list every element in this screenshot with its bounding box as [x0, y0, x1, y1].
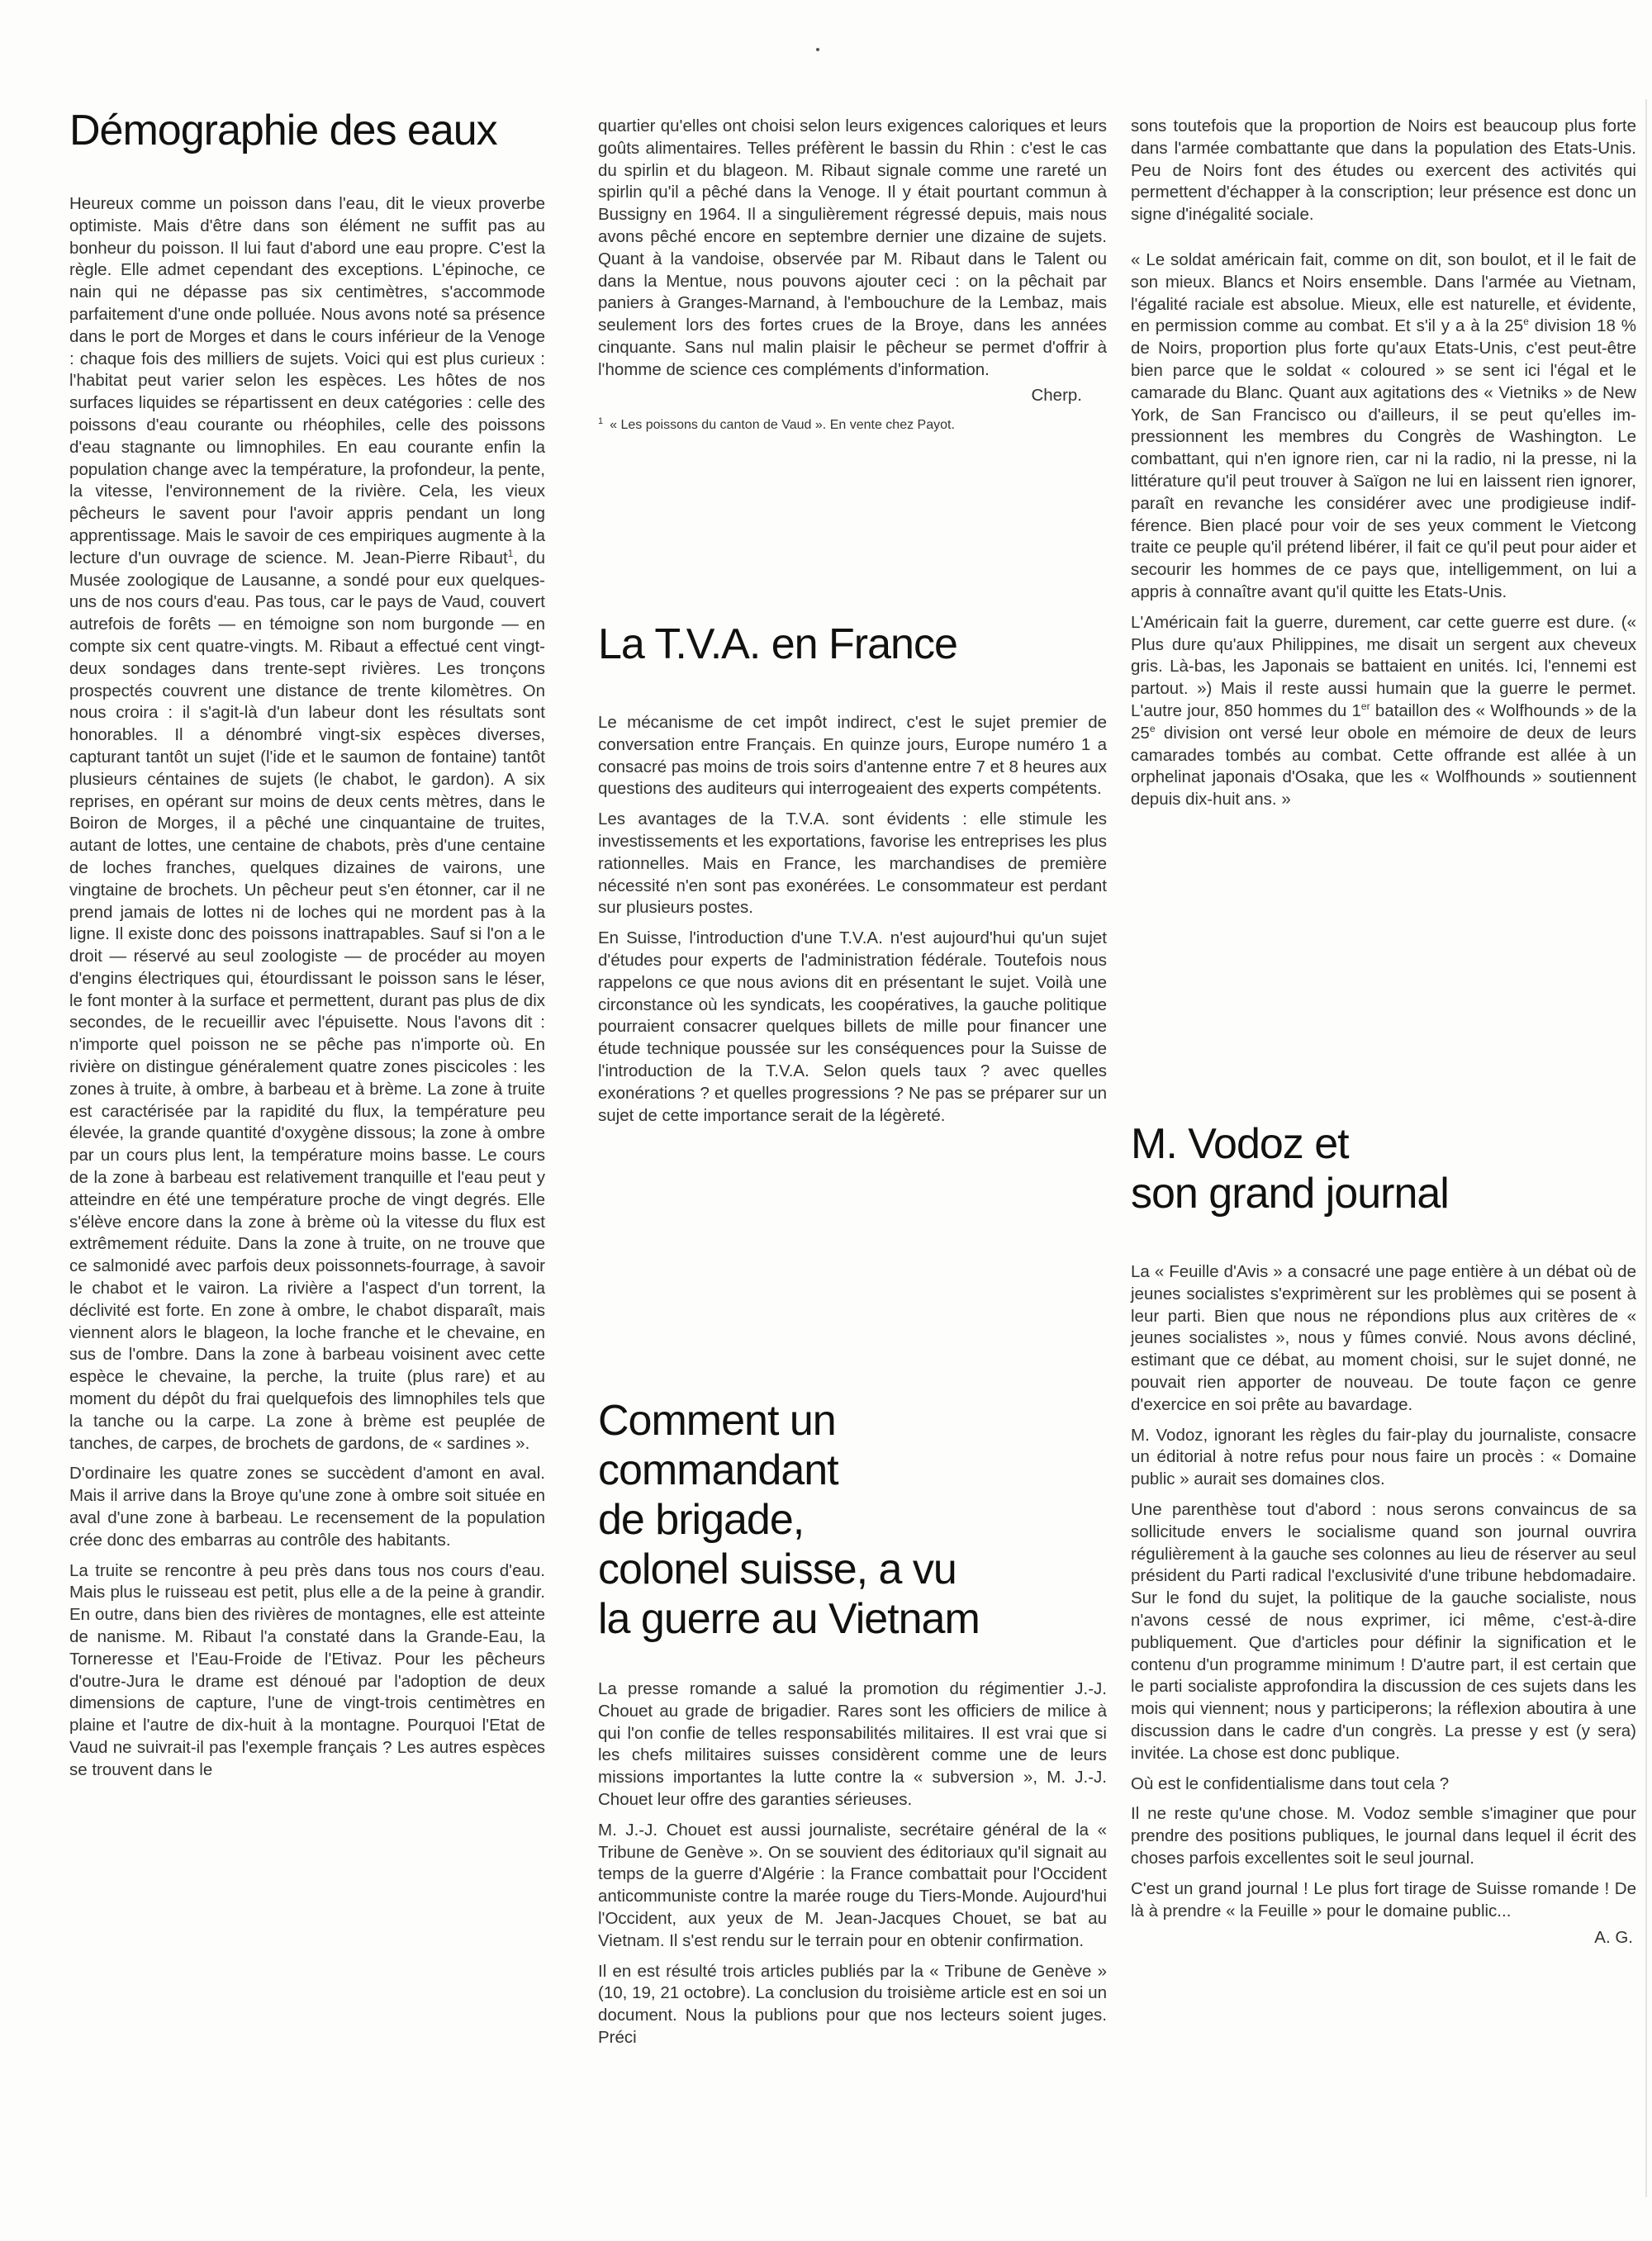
article-paragraph: D'ordinaire les quatre zones se succèdent d'amont en aval. Mais il arrive dans la Broye qu'une zone à ombre soit située en aval d'une zone à barbeau. Le recensement de la population crée donc des embarras au contrôle des habitants. — [69, 1464, 545, 1550]
paragraph-text: , du Musée zoologique de Lausanne, a sondé pour eux quelques-uns de nos cours d'eau. Pas tous, car le pays de Vaud, couvert autrefois de forêts — en témoigne son nom burgonde — en compte six cent quatre-vingts. M. Ribaut a effectué cent vingt-deux sondages dans trente-sept rivières. Les tronçons prospectés couvrent une distance de trente kilomètres. On nous croira : il s'agit-là d'un labeur dont les résultats sont honorables. Il a dénombré vingt-six espèces diverses, capturant tantôt un sujet (l'ide et le saumon de fontaine) tantôt plusieurs céntaines de sujets (le chabot, le gardon). A six reprises, en opérant sur moins de deux cents mètres, dans le Boiron de Morges, il a pêché une cinquantaine de truites, autant de lottes, une centaine de chabots, près d'une centaine de loches franches, quelques dizaines de vairons, une vingtaine de brochets. Un pêcheur peut s'en étonner, car il ne prend jamais de lottes ni de loches qui ne mordent pas à la ligne. Il existe donc des poissons inattrapables. Sauf si l'on a le droit — réservé au seul zoologiste — de procéder au moyen d'engins électriques qui, étourdissant le poisson sans le léser, le font monter à la surface et permettent, durant pas plus de dix secondes, de le recueillir avec l'épuisette. Nous l'avons dit : n'importe quel poisson ne se pêche pas n'importe où. En rivière on distingue généralement quatre zones piscicoles : les zones à truite, à ombre, à barbeau et à brème. La zone à truite est caractérisée par la rapidité du flux, la température peu élevée, la grande quantité d'oxygène dissous; la zone à ombre par un cours plus lent, la température moins basse. Le cours de la zone à barbeau est relativement tranquille et l'eau peut y atteindre en été une température proche de vingt degrés. Elle s'élève encore dans la zone à brème où la vitesse du flux est extrêmement réduite. Dans la zone à truite, on ne trouve que ce salmonidé avec parfois deux poissonnets-fourrage, à savoir le chabot et le vairon. La rivière a l'aspect d'un torrent, la déclivité est forte. En zone à ombre, le chabot disparaît, mais viennent alors le blageon, la loche franche et le chevaine, en sus de l'ombre. Dans la zone à barbeau voisinent avec cette espèce le chevaine, la perche, la truite (plus rare) et au moment du dépôt du frai quelquefois des limnophiles tels que la tanche ou la carpe. La zone à brème est peuplée de tanches, de carpes, de brochets de gardons, de « sardines ». — [69, 548, 545, 1453]
article-paragraph — [69, 193, 545, 1455]
article-paragraph: Le mécanisme de cet impôt indirect, c'est le sujet premier de conversation entre Français. En quinze jours, Europe numéro 1 a consacré pas moins de trois soirs d'antenne entre 7 et 8 heures aux questions des auditeurs qui interrogeaient des experts compétents. — [598, 713, 1107, 799]
paragraph-text: division 18 % de Noirs, proportion plus forte qu'aux Etats-Unis, c'est peut-être bien parce que le soldat « coloured » se sent ici l'égal et le camarade du Blanc. Quant aux agitations des « Vietniks » de New York, de San Francisco ou d'ailleurs, il se peut qu'elles impressionnent les membres du Congrès de Washington. Le combattant, qui n'en ignore rien, car ni la radio, ni la presse, ni la littérature qu'il peut trouver à Saïgon ne lui en laissent rien ignorer, paraît en revanche les considérer avec une prodigieuse indifférence. Bien placé pour voir de ses yeux comment le Vietcong traite ce peuple qu'il prétend libérer, il fait ce qu'il peut pour aider et secourir les hommes de ce pays que, intelligemment, on lui a appris à connaître avant qu'il quitte les Etats-Unis. — [1131, 316, 1637, 601]
article-demographie — [69, 106, 545, 1790]
article-paragraph: La truite se rencontre à peu près dans tous nos cours d'eau. Mais plus le ruisseau est petit, plus elle a de la peine à grandir. En outre, dans bien des rivières de montagnes, elle est atteinte de nanisme. M. Ribaut l'a constaté dans la Grande-Eau, la Torneresse et l'Eau-Froide de l'Etivaz. Pour les pêcheurs d'outre-Jura le drame est dénoué par l'adoption de deux dimensions de capture, l'une de vingt-trois centimètres en plaine et l'autre de dix-huit à la montagne. Pourquoi l'Etat de Vaud ne suivrait-il pas l'exemple français ? Les autres espèces se trouvent dans le — [69, 1560, 545, 1779]
headline-line: de brigade, — [598, 1496, 805, 1544]
headline-demographie: Démographie des eaux — [69, 107, 497, 154]
signature-cherp: Cherp. — [1031, 385, 1082, 405]
footnote-text: « Les poissons du canton de Vaud ». En vente chez Payot. — [610, 418, 955, 433]
article-paragraph: M. Vodoz, ignorant les règles du fair-play du journaliste, consacre un éditorial à notre refus pour nous faire un procès : « Domaine public » aurait ses domaines clos. — [1131, 1425, 1636, 1489]
article-vodoz — [1131, 1119, 1636, 1949]
article-paragraph: Une parenthèse tout d'abord : nous serons convaincus de sa sollicitude envers le socialisme quand son journal ouvrira régulièrement à la gauche ses colonnes au lieu de réserver au seul président du Parti radical l'exclusivité d'une tribune hebdomadaire. Sur le fond du sujet, la politique de la gauche socialiste, nous n'avons cessé de nous exprimer, ici même, c'est-à-dire publiquement. Que d'articles pour définir la signification et le contenu d'un programme minimum ! D'autre part, il est certain que le parti socialiste approfondira la discussion de ces sujets dans les mois qui viennent; nous y participerons; la réflexion aboutira à une discussion dans le cadre d'un congrès. La presse y est (y sera) invitée. La chose est donc publique. — [1131, 1499, 1636, 1763]
article-paragraph: Les avantages de la T.V.A. sont évidents : elle stimule les investissements et les exportations, favorise les entreprises les plus rationnelles. Mais en France, les marchandises de première nécessité n'en sont pas exonérées. Le consommateur est perdant sur plusieurs postes. — [598, 810, 1107, 918]
article-paragraph: C'est un grand journal ! Le plus fort tirage de Suisse romande ! De là à prendre « la Feuille » pour le domaine public... — [1131, 1878, 1636, 1921]
paragraph-text: division ont versé leur obole en mémoire de deux de leurs camarades tombés au combat. Cette offrande est allée à un orphelinat japonais d'Osaka, que les « Wolfhounds » soutiennent depuis dix-huit ans. » — [1131, 723, 1636, 810]
print-speck — [816, 48, 819, 51]
headline-vodoz — [1131, 1119, 1636, 1218]
article-paragraph: Il en est résulté trois articles publiés par la « Tribune de Genève » (10, 19, 21 octobre). La conclusion du troisième article est en soi un document. Nous la publions pour que nos lecteurs soient juges. Préci — [598, 1961, 1107, 2047]
quote-paragraph — [1131, 249, 1636, 604]
headline-line: commandant — [598, 1446, 838, 1494]
ordinal-suffix: e — [1523, 316, 1529, 328]
article-tva — [598, 620, 1107, 1135]
article-paragraph: Où est le confidentialisme dans tout cela ? — [1131, 1773, 1450, 1793]
ordinal-suffix: e — [1149, 722, 1156, 734]
column-2 — [598, 116, 1107, 434]
headline-line: M. Vodoz et — [1131, 1120, 1349, 1168]
headline-line: son grand journal — [1131, 1170, 1449, 1218]
article-paragraph: En Suisse, l'introduction d'une T.V.A. n'est aujourd'hui qu'un sujet d'études pour experts de l'administration fédérale. Toutefois nous rappelons ce que nous avions dit en présentant le sujet. Voilà une circonstance où les syndicats, les coopératives, la gauche politique pourraient consacrer quelques billets de mille pour financer une étude technique poussée sur les conséquences pour la Suisse de l'introduction de la T.V.A. Selon quels taux ? avec quelles exonérations ? et quelles progressions ? Ne pas se préparer sur un sujet de cette importance serait de la légèreté. — [598, 928, 1107, 1125]
quote-paragraph — [1131, 612, 1636, 811]
headline-line: la guerre au Vietnam — [598, 1595, 980, 1643]
signature-ag: A. G. — [1594, 1928, 1633, 1948]
paragraph-text: Heureux comme un poisson dans l'eau, dit le vieux proverbe optimiste. Mais d'être dans son élément ne suffit pas au bonheur du poisson. Il lui faut d'abord une eau propre. C'est la règle. Elle admet cependant des exceptions. L'épinoche, ce nain qui ne dépasse pas six centimètres, s'accommode parfaitement d'une onde polluée. Nous avons noté sa présence dans le port de Morges et dans le cours inférieur de la Venoge : chaque fois des milliers de sujets. Voici qui est plus curieux : l'habitat peut varier selon les espèces. Les hôtes de nos surfaces liquides se répartissent en deux catégories : celle des poissons d'eau courante ou rhéophiles, celle des poissons d'eau stagnante ou limnophiles. En eau courante enfin la population change avec la température, la profondeur, la pente, la vitesse, l'environnement de la rivière. Cela, les vieux pêcheurs le savent pour l'avoir appris pendant un long apprentissage. Mais le savoir de ces empiriques augmente à la lecture d'un ouvrage de science. M. Jean-Pierre Ribaut — [69, 194, 545, 567]
article-paragraph: M. J.-J. Chouet est aussi journaliste, secrétaire général de la « Tribune de Genève ». On se souvient des éditoriaux qu'il signait au temps de la guerre d'Algérie : la France combattait pour l'Occident anticommuniste contre la marée rouge du Tiers-Monde. Aujourd'hui l'Occident, aux yeux de M. Jean-Jacques Chouet, se bat au Vietnam. Il s'est rendu sur le terrain pour en obtenir confirmation. — [598, 1820, 1107, 1950]
headline-line: Comment un — [598, 1397, 836, 1445]
article-vietnam-continued — [1131, 116, 1636, 819]
headline-tva: La T.V.A. en France — [598, 620, 957, 668]
article-paragraph: La « Feuille d'Avis » a consacré une page entière à un débat où de jeunes socialistes s'exprimèrent sur les problèmes qui se posent à leur parti. Bien que nous ne répondions plus aux critères de « jeunes socialistes », nous y fûmes convié. Nous avons décliné, estimant que ce débat, au moment choisi, sur le sujet donné, ne pouvait rien apporter de nouveau. De toute façon ce genre d'exercice en soi prête au bavardage. — [1131, 1262, 1636, 1414]
footnote-ref: 1 — [507, 547, 514, 559]
ordinal-suffix: er — [1360, 700, 1370, 713]
paragraph-text: bataillon des « Wolfhounds » de la 25 — [1131, 700, 1637, 743]
headline-vietnam — [598, 1396, 1107, 1644]
footnote-marker: 1 — [598, 416, 604, 427]
page-edge-shadow — [1645, 99, 1647, 2197]
article-paragraph-continued: quartier qu'elles ont choisi selon leurs exigences caloriques et leurs goûts alimentaires. Telles préfèrent le bassin du Rhin : c'est le cas du spirlin et du blageon. M. Ribaut signale comme une rareté un spirlin qu'il a pêché dans la Venoge. Il y était pourtant commun à Bussigny en 1964. Il a singulièrement régressé depuis, mais nous avons pêché encore en septembre dernier une dizaine de sujets. Quant à la vandoise, observée par M. Ribaut dans le Talent ou dans la Mentue, nous pouvons ajouter ceci : on la pêchait par paniers à Granges-Marnand, à l'embouchure de la Lembaz, mais seulement lors des fortes crues de la Broye, dans les années cinquante. Sans nul malin plaisir le pêcheur se permet d'offrir à l'homme de science ces compléments d'information. — [598, 116, 1107, 379]
headline-line: colonel suisse, a vu — [598, 1545, 957, 1593]
article-paragraph: La presse romande a salué la promotion du régimentier J.-J. Chouet au grade de brigadier. Rares sont les officiers de milice à qui l'on confie de telles responsabilités militaires. Il est vrai que si les chefs militaires suisses considèrent comme une de leurs missions importantes la lutte contre la « subversion », M. J.-J. Chouet leur offre des garanties sérieuses. — [598, 1679, 1107, 1809]
footnote — [598, 416, 1107, 434]
paragraph-text: « Le soldat américain fait, comme on dit, son boulot, et il le fait de son mieux. Blancs et Noirs ensemble. Dans l'armée au Vietnam, l'égalité raciale est absolue. Mieux, elle est naturelle, et évidente, en permission comme au combat. Et s'il y a à la 25 — [1131, 249, 1636, 336]
paragraph-text: L'Américain fait la guerre, durement, car cette guerre est dure. (« Plus dure qu'aux Philippines, me disait un sergent aux cheveux gris. Là-bas, les Japonais se battaient en unités. Ici, l'ennemi est partout. ») Mais il reste aussi humain que la guerre le permet. L'autre jour, 850 hommes du 1 — [1131, 612, 1636, 720]
article-paragraph: sons toutefois que la proportion de Noirs est beaucoup plus forte dans l'armée combattante que dans la population des Etats-Unis. Peu de Noirs font des études ou exercent des activités qui permettent d'échapper à la conscription; leur présence est donc un signe d'inégalité sociale. — [1131, 116, 1636, 225]
article-paragraph: Il ne reste qu'une chose. M. Vodoz semble s'imaginer que pour prendre des positions publiques, le journal dans lequel il écrit des choses parfois excellentes soit le seul journal. — [1131, 1804, 1636, 1868]
article-vietnam — [598, 1396, 1107, 2058]
